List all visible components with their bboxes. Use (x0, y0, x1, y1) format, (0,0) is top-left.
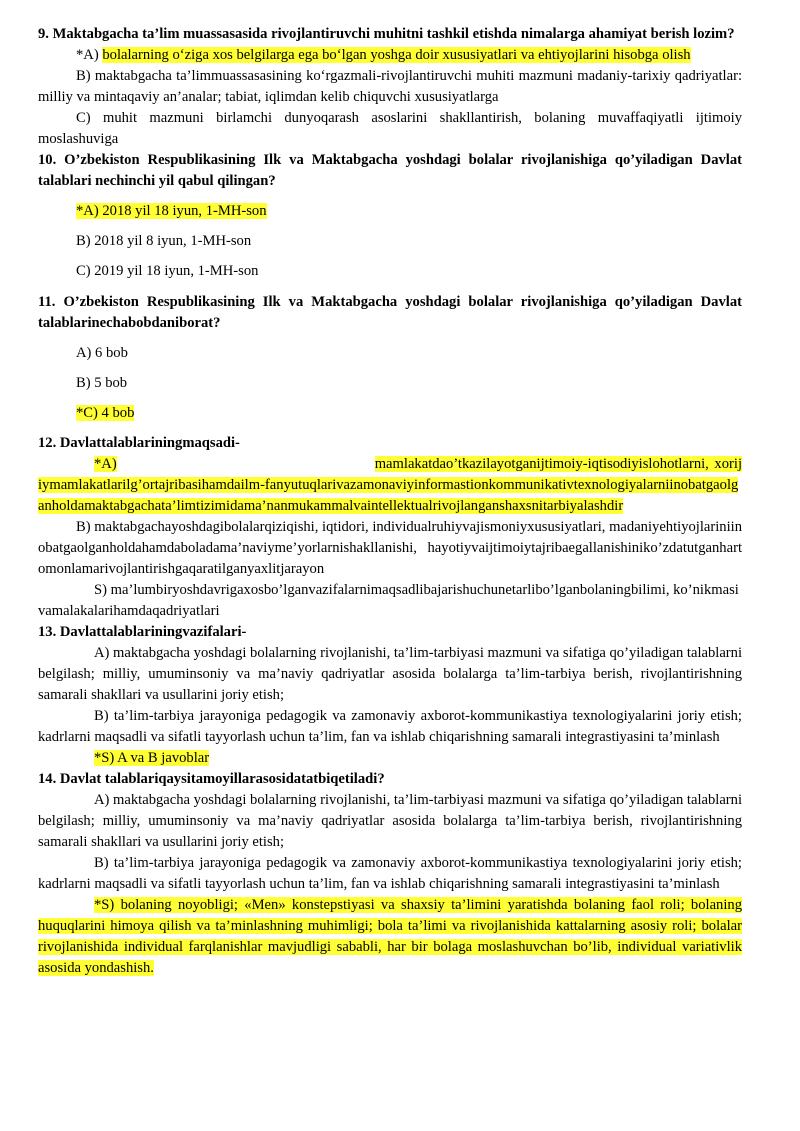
question-9-answer-a (38, 45, 742, 66)
question-11-answer-c (38, 403, 742, 424)
question-12-answer-b: B) maktabgachayoshdagibolalarqiziqishi, iqtidori, individualruhiyvajismoniyxususiyatlari, madaniyehtiyojlariniinobatgaolganholdahamdaboladama’naviyme’yorlarnishakllanishi, hayotiyvaijtimoiytajribaegallanishiniko’zdatutganhartomonlamarivojlantirishgaqaratilganyaxlitjarayon (38, 519, 742, 577)
question-11-answer-a: A) 6 bob (76, 345, 128, 361)
answer-s-highlighted-text: bolaning noyobligi; «Men» konstepstiyasi va shaxsiy ta’limini yaratishda bolaning faol roli; bolaning huquqlarini himoya qilish va ta’minlashning muhimligi; bola ta’limi va rivojlanishida kattalarning asosiy roli; bolalar rivojlanishida individual farqlanishlar mavjudligi sababli, har bir bolaga moslashuvchan bo’lib, individual variativlik asosida yondashish. (38, 897, 743, 976)
answer-c-highlighted-text: *C) 4 bob (76, 405, 135, 421)
question-12-answer-a (38, 454, 742, 517)
answer-s-highlighted-text: *S) A va B javoblar (94, 750, 210, 766)
answer-s-prefix: *S) (94, 897, 121, 913)
question-10-title: 10. O’zbekiston Respublikasining Ilk va Maktabgacha yoshdagi bolalar rivojlanishiga qo’yiladigan Davlat talablari nechinchi yil qabul qilingan? (38, 152, 742, 189)
answer-a-highlighted-text: bolalarning o‘ziga xos belgilarga ega bo‘lgan yoshga doir xususiyatlari va ehtiyojlarini hisobga olish (102, 47, 691, 63)
question-14-answer-b: B) ta’lim-tarbiya jarayoniga pedagogik va zamonaviy axborot-kommunikastiya texnologiyalarini joriy etish; kadrlarni maqsadli va sifatli tayyorlash uchun ta’lim, fan va ishlab chiqarishning samarali integrastiyasini ta’minlash (38, 855, 742, 892)
question-10-answer-a (38, 201, 742, 222)
question-14-answer-a: A) maktabgacha yoshdagi bolalarning rivojlanishi, ta’lim-tarbiyasi mazmuni va sifatiga qo’yiladigan talablarni belgilash; milliy, umuminsoniy va ma’naviy qadriyatlar asosida bolalarga ta’lim-tarbiya berish, rivojlantirishning samarali shakllari va usullarini joriy etish; (38, 792, 743, 850)
question-9-answer-b: B) maktabgacha ta’limmuassasasining ko‘rgazmali-rivojlantiruvchi muhiti mazmuni madaniy-tarixiy qadriyatlar: milliy va mintaqaviy an’analar; tabiat, iqlimdan kelib chiquvchi xususiyatlarga (38, 68, 742, 105)
question-13-title: 13. Davlattalablariningvazifalari- (38, 624, 247, 640)
question-12-title: 12. Davlattalablariningmaqsadi- (38, 435, 240, 451)
answer-a-prefix: *A) (76, 47, 103, 63)
answer-a-highlighted-text: *A) 2018 yil 18 iyun, 1-MH-son (76, 203, 267, 219)
question-11-answer-b: B) 5 bob (76, 375, 128, 391)
question-9-answer-c: C) muhit mazmuni birlamchi dunyoqarash asoslarini shakllantirish, bolaning muvaffaqiyatli ijtimoiy moslashuviga (38, 110, 742, 147)
question-14-answer-s (38, 895, 742, 979)
answer-a-highlighted-text: mamlakatdao’tkazilayotganijtimoiy-iqtisodiyislohotlarni, xorijiymamlakatlarilg’ortajribasihamdailm-fanyutuqlarivazamonaviyinformastionkommunikativtexnologiyalarniinobatgaolganholdamaktabgachata’limtizimidama’nanmukammalvaintellektualrivojlanganshaxsnitarbiyalashdir (38, 456, 742, 514)
question-12-answer-s: S) ma’lumbiryoshdavrigaxosbo’lganvazifalarnimaqsadlibajarishuchunetarlibo’lganbolaningbilimi, ko’nikmasivamalakalarihamdaqadriyatlari (38, 582, 739, 619)
question-13-answer-s (38, 748, 742, 769)
answer-a-prefix: *A) (94, 456, 117, 472)
question-10-answer-c: C) 2019 yil 18 iyun, 1-MH-son (76, 263, 259, 279)
question-13-answer-a: A) maktabgacha yoshdagi bolalarning rivojlanishi, ta’lim-tarbiyasi mazmuni va sifatiga qo’yiladigan talablarni belgilash; milliy, umuminsoniy va ma’naviy qadriyatlar asosida bolalarga ta’lim-tarbiya berish, rivojlantirishning samarali shakllari va usullarini joriy etish; (38, 645, 743, 703)
question-14-title: 14. Davlat talablariqaysitamoyillarasosidatatbiqetiladi? (38, 771, 385, 787)
question-9-title: 9. Maktabgacha ta’lim muassasasida rivojlantiruvchi muhitni tashkil etishda nimalarga ahamiyat berish lozim? (38, 26, 735, 42)
question-13-answer-b: B) ta’lim-tarbiya jarayoniga pedagogik va zamonaviy axborot-kommunikastiya texnologiyalarini joriy etish; kadrlarni maqsadli va sifatli tayyorlash uchun ta’lim, fan va ishlab chiqarishning samarali integrastiyasini ta’minlash (38, 708, 742, 745)
question-10-answer-b: B) 2018 yil 8 iyun, 1-MH-son (76, 233, 252, 249)
question-11-title: 11. O’zbekiston Respublikasining Ilk va Maktabgacha yoshdagi bolalar rivojlanishiga qo’yiladigan Davlat talablarinechabobdaniborat? (38, 294, 742, 331)
